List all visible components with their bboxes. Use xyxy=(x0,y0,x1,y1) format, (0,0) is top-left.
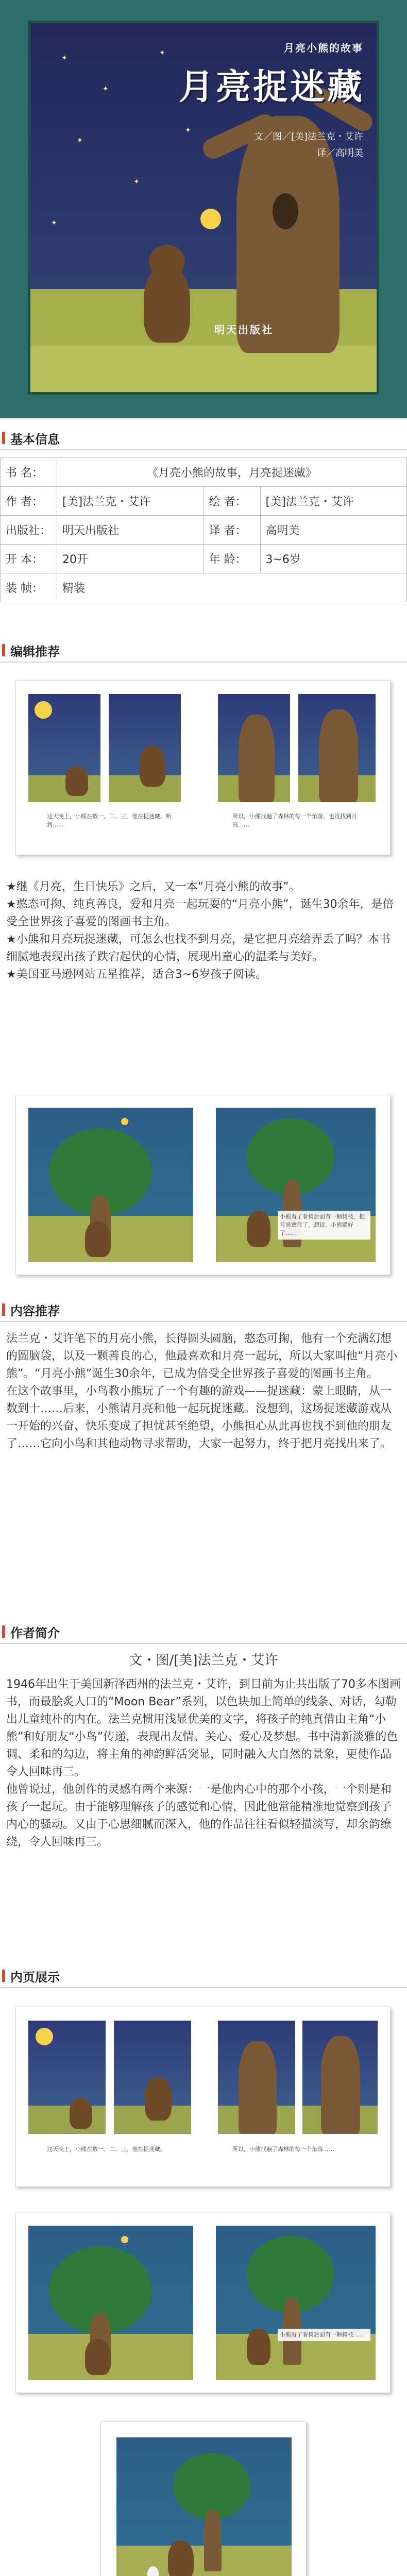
section-title: 作者简介 xyxy=(10,1625,60,1640)
section-header xyxy=(0,427,407,450)
info-label: 年 龄： xyxy=(204,545,260,573)
section-marker xyxy=(2,1303,5,1316)
bear-figure xyxy=(247,2329,270,2365)
bear-figure xyxy=(145,2077,172,2121)
table-row xyxy=(1,487,407,516)
page-caption: 所以，小熊找遍了森林的每一个角落，也没找到月亮…… xyxy=(232,813,357,828)
cover-series-label: 月亮小熊的故事 xyxy=(284,42,363,54)
tree-trunk xyxy=(239,715,275,802)
section-header xyxy=(0,1620,407,1644)
illustration-spread xyxy=(15,1095,391,1275)
cover-credits xyxy=(254,129,363,162)
section-title: 内页展示 xyxy=(10,1970,60,1985)
recommend-point: ★憨态可掬、纯真善良，爱和月亮一起玩耍的“月亮小熊”，诞生30余年，是倍受全世界孩子喜爱的图画书主角。 xyxy=(6,898,394,928)
section-marker xyxy=(2,644,5,656)
bear-figure xyxy=(65,766,88,796)
moon-icon xyxy=(121,2236,128,2243)
table-row xyxy=(1,458,407,487)
star-icon: ✦ xyxy=(77,137,83,145)
author-section xyxy=(0,1620,407,1851)
page-caption: 这天晚上，小熊在数一、二、三，他在捉迷藏。听到…… xyxy=(47,813,172,828)
recommend-point: ★继《月亮，生日快乐》之后，又一本“月亮小熊的故事”。 xyxy=(6,880,300,893)
bear-figure xyxy=(85,2339,111,2375)
table-row xyxy=(1,545,407,573)
illustration-page xyxy=(28,2021,106,2134)
moon-icon xyxy=(121,1118,128,1125)
cover-credit-translator: 译／高明美 xyxy=(317,148,363,159)
info-label: 译 者： xyxy=(204,516,260,545)
page-caption: 小熊看了看树后面有一颗树枝，把月亮遮住了，想说，小熊躲好了…… xyxy=(278,1211,370,1240)
cover-moon xyxy=(200,209,221,229)
author-paragraph: 他曾说过，他创作的灵感有两个来源：一是他内心中的那个小孩，一个则是和孩子一起玩。由于能够理解孩子的感觉和心情，因此他常能精准地觉察到孩子内心的骚动。又由于心思细腻而深入，他的作品往往看似轻描淡写，却余韵缭绕，令人回味再三。 xyxy=(6,1783,392,1849)
bear-figure xyxy=(140,745,165,787)
bear-figure xyxy=(85,1221,111,1257)
recommend-point: ★小熊和月亮玩捉迷藏，可怎么也找不到月亮，是它把月亮给弄丢了吗？本书细腻地表现出孩子跌宕起伏的心情，展现出童心的温柔与美好。 xyxy=(6,933,391,963)
author-paragraph: 1946年出生于美国新泽西州的法兰克・艾许，到目前为止共出版了70多本图画书，而最脍炙人口的“Moon Bear”系列，以色块加上简单的线条、对话，勾勒出儿童纯朴的内在。法兰克惯用浅显优美的文字，将孩子的纯真借由主角“小熊”和好朋友“小鸟”传递，表现出友情、关心、爱心及梦想。书中清新淡雅的色调、柔和的勾边，将主角的神韵鲜活突显，同时融入大自然的景象，更使作品令人回味再三。 xyxy=(6,1678,401,1778)
star-icon: ✦ xyxy=(51,219,57,227)
tree-trunk xyxy=(321,2036,360,2134)
info-value: [美]法兰克・艾许 xyxy=(57,487,204,516)
illustration-page xyxy=(114,2021,191,2134)
info-label: 作 者： xyxy=(1,487,57,516)
section-marker xyxy=(2,432,5,444)
illustration-page xyxy=(109,694,181,802)
star-icon: ✦ xyxy=(61,54,67,62)
inner-pages-section xyxy=(0,1964,407,1988)
star-icon: ✦ xyxy=(133,178,140,186)
moon-icon xyxy=(35,701,52,719)
moon-icon xyxy=(36,2028,53,2045)
section-title: 基本信息 xyxy=(10,432,60,447)
cover-publisher: 明天出版社 xyxy=(214,324,274,336)
illustration-spread xyxy=(15,2007,391,2187)
cover-title: 月亮捉迷藏 xyxy=(178,67,364,108)
page-caption: 这天晚上，小熊在数一、二、三，他在捉迷藏。 xyxy=(47,2146,166,2153)
cover-credit-author: 文／图／[美]法兰克・艾许 xyxy=(253,131,363,142)
table-row xyxy=(1,516,407,545)
info-value: 精装 xyxy=(57,573,407,602)
star-icon: ✦ xyxy=(159,49,165,57)
content-recommend-section xyxy=(0,1298,407,1453)
section-header xyxy=(0,1964,407,1988)
illustration-page xyxy=(28,1108,193,1262)
info-label: 绘 者： xyxy=(204,487,260,516)
section-marker xyxy=(2,1625,5,1638)
bear-figure xyxy=(70,2098,92,2129)
star-icon: ✦ xyxy=(185,126,191,134)
illustration-spread xyxy=(15,2213,391,2393)
rabbit-figure xyxy=(147,2566,159,2576)
info-value: 明天出版社 xyxy=(57,516,204,545)
illustration-page xyxy=(28,694,100,802)
illustration-page xyxy=(298,694,376,802)
illustration-page xyxy=(116,2437,292,2576)
tree-trunk xyxy=(239,2041,277,2134)
content-paragraph: 在这个故事里，小鸟教小熊玩了一个有趣的游戏——捉迷藏：蒙上眼睛，从一数到十……后来，小熊请月亮和他一起玩捉迷藏。没想到，这场捉迷藏游戏从一开始的兴奋、快乐变成了担忧甚至绝望，小熊担心从此再也找不到他的朋友了……它向小鸟和其他动物寻求帮助，大家一起努力，终于把月亮找出来了。 xyxy=(6,1385,392,1450)
basic-info-section xyxy=(0,427,407,602)
illustration-page-single xyxy=(100,2421,307,2576)
page-caption: 所以，小熊找遍了森林的每一个角落…… xyxy=(232,2146,334,2153)
cover-bear-head xyxy=(149,245,185,278)
editor-recommend-text xyxy=(0,878,407,984)
section-title: 内容推荐 xyxy=(10,1303,60,1318)
info-label: 装 帧： xyxy=(1,573,57,602)
info-table xyxy=(0,457,407,602)
table-row xyxy=(1,573,407,602)
tree-trunk xyxy=(204,2510,222,2571)
illustration-page xyxy=(216,2226,376,2380)
illustration-page xyxy=(302,2021,378,2134)
illustration-page xyxy=(218,694,290,802)
section-header xyxy=(0,1298,407,1322)
info-label: 开 本： xyxy=(1,545,57,573)
recommend-point: ★美国亚马逊网站五星推荐，适合3~6岁孩子阅读。 xyxy=(6,968,267,981)
illustration-spread xyxy=(15,680,391,855)
cover-artwork xyxy=(28,21,379,395)
info-value: 3~6岁 xyxy=(260,545,407,573)
bear-figure xyxy=(247,1211,270,1247)
section-header xyxy=(0,639,407,663)
author-name: 文・图/[美]法兰克・艾许 xyxy=(129,1653,278,1668)
info-label: 出版社： xyxy=(1,516,57,545)
illustration-page xyxy=(218,2021,295,2134)
info-value: 20开 xyxy=(57,545,204,573)
bear-figure xyxy=(168,2540,194,2576)
illustration-page xyxy=(216,1108,376,1262)
editor-recommend-section xyxy=(0,639,407,663)
illustration-page xyxy=(28,2226,193,2380)
info-value: 高明美 xyxy=(260,516,407,545)
page-caption: 小熊看了看树后面有一颗树枝…… xyxy=(278,2329,370,2341)
section-marker xyxy=(2,1970,5,1982)
book-cover xyxy=(0,0,407,418)
info-label: 书 名： xyxy=(1,458,57,487)
info-value: 《月亮小熊的故事，月亮捉迷藏》 xyxy=(57,458,407,487)
star-icon: ✦ xyxy=(103,85,109,93)
tree-trunk xyxy=(319,709,358,802)
content-paragraph: 法兰克・艾许笔下的月亮小熊，长得圆头圆脑，憨态可掬，他有一个充满幻想的圆脑袋，以及一颗善良的心，他最喜欢和月亮一起玩，所以大家叫他“月亮小熊”。“月亮小熊”诞生30余年，已成为倍受全世界孩子喜爱的图画书主角。 xyxy=(6,1332,398,1380)
cover-tree-hole xyxy=(273,193,298,229)
info-value: [美]法兰克・艾许 xyxy=(260,487,407,516)
section-title: 编辑推荐 xyxy=(10,644,60,659)
